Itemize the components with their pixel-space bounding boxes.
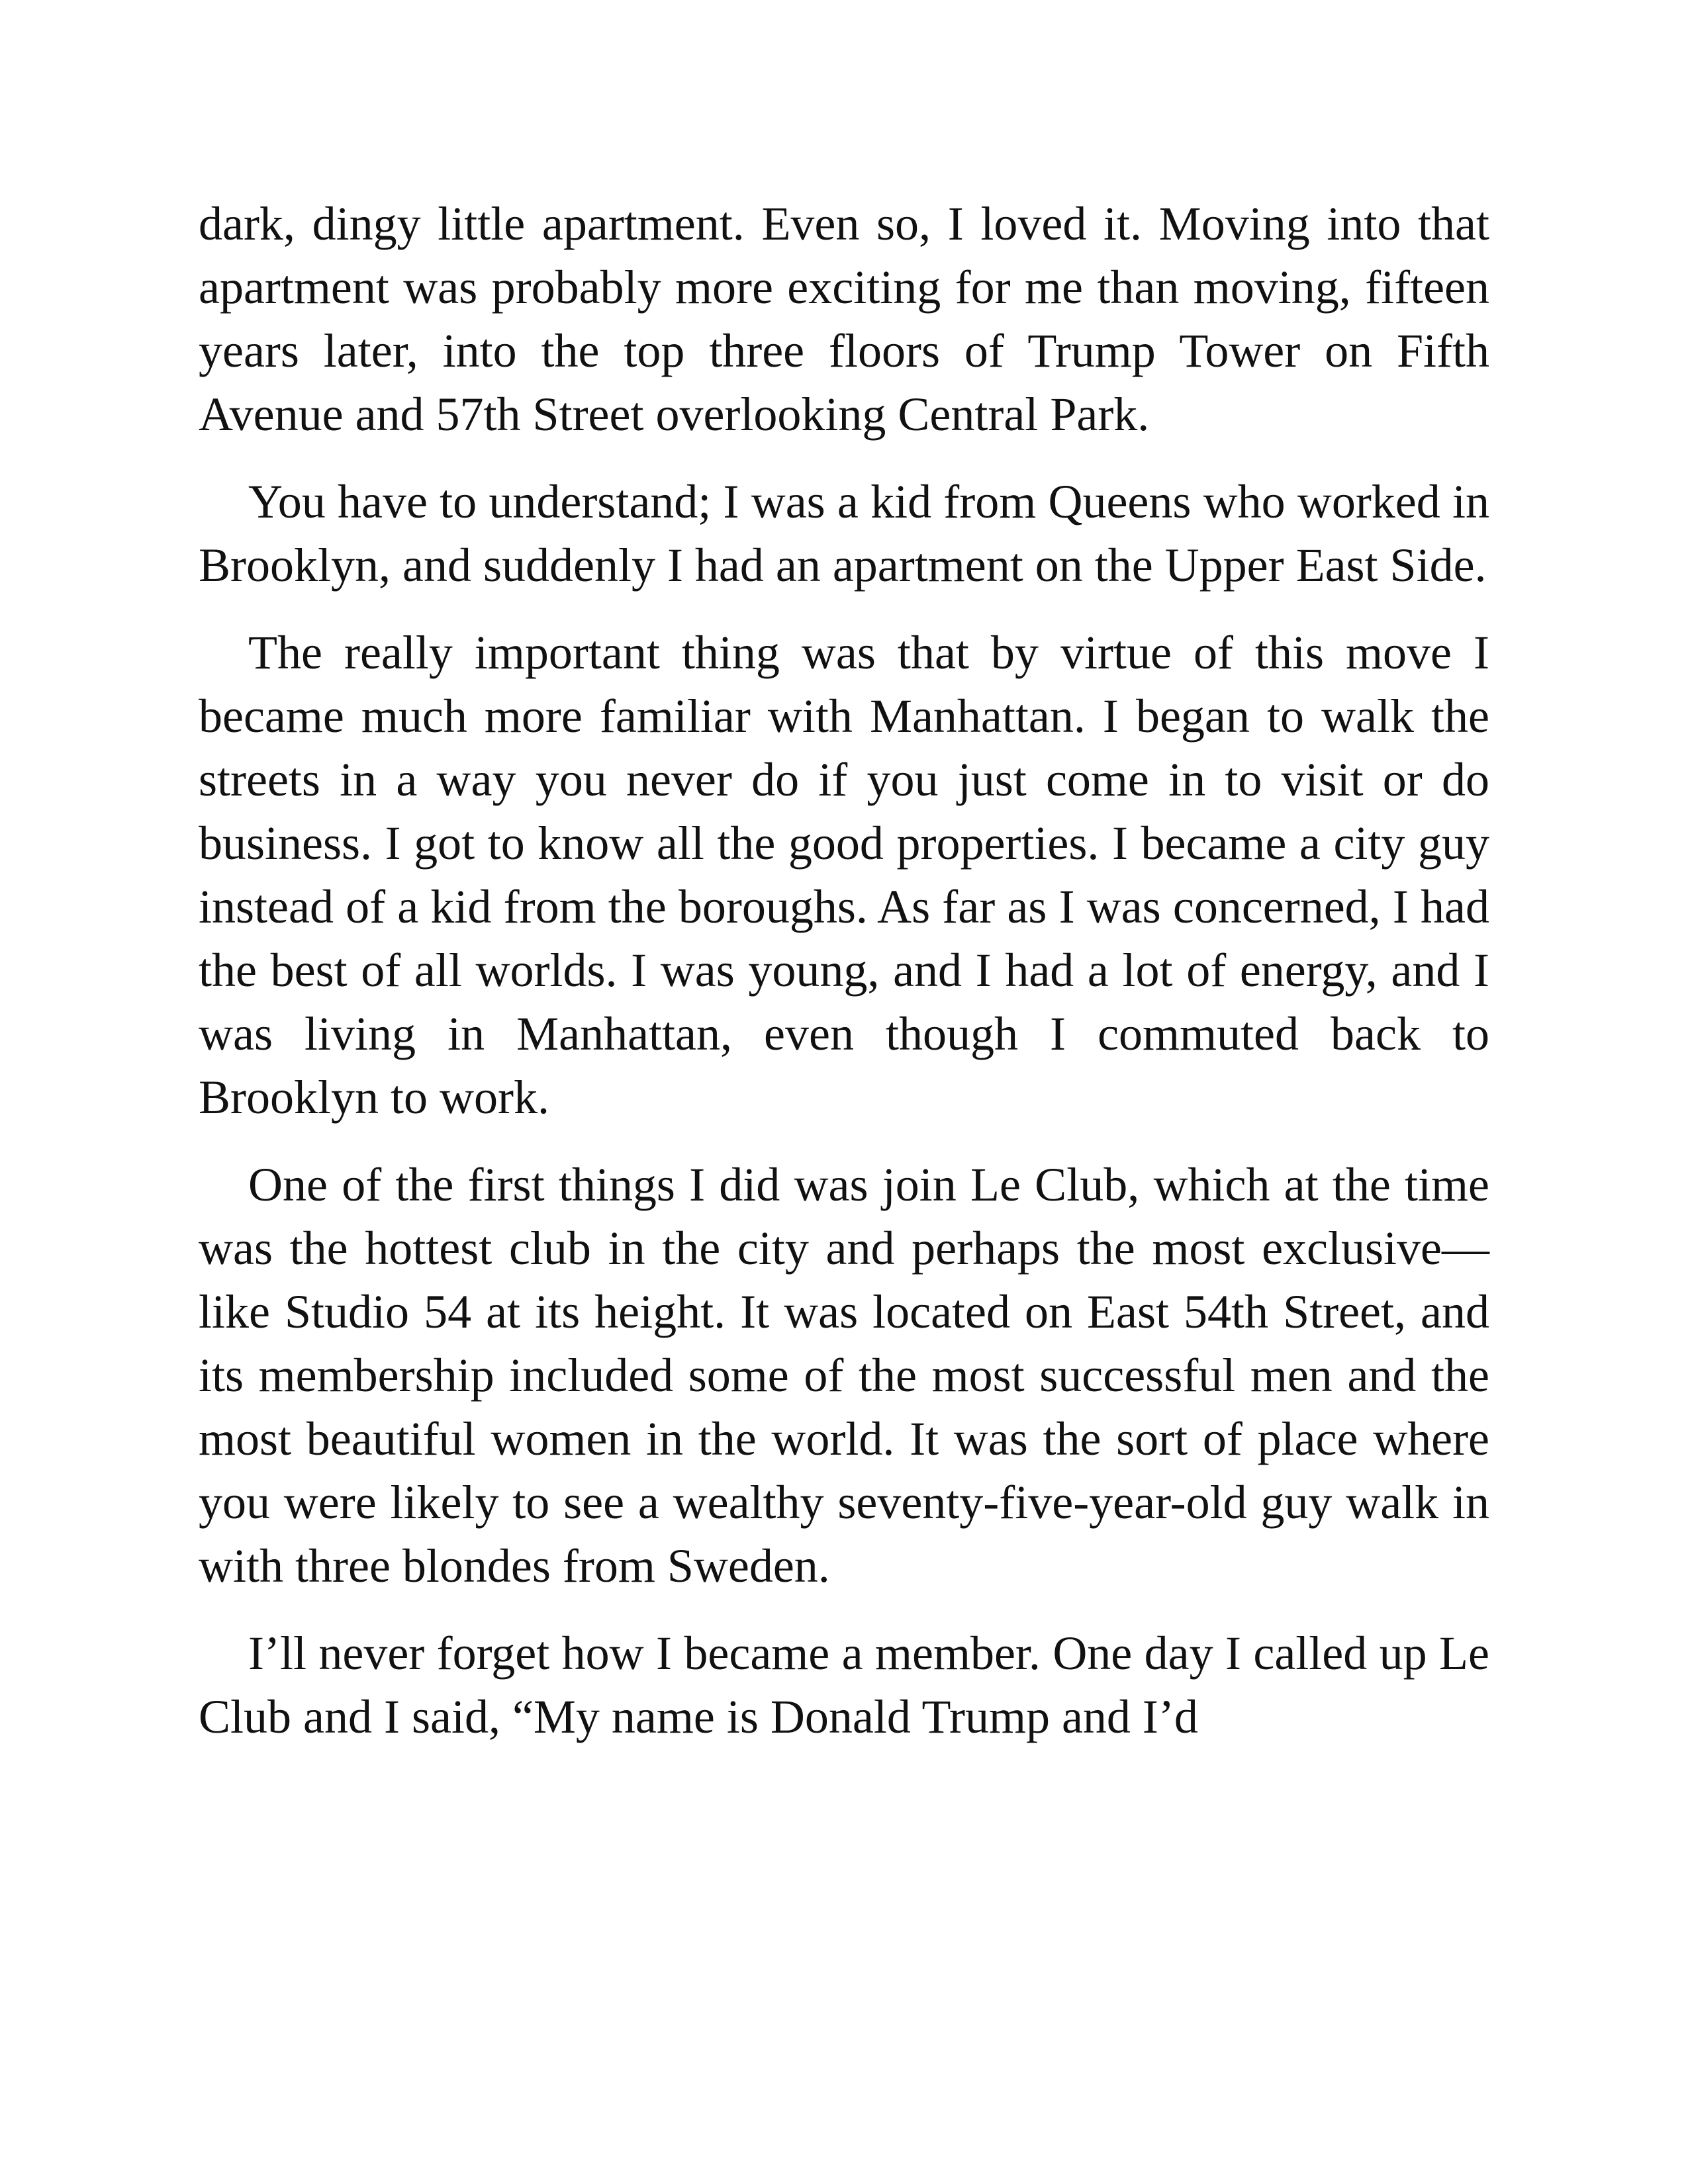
paragraph-5: I’ll never forget how I became a member. One day I called up Le Club and I said, “My name is Donald Trump and I’d [199,1627,1489,1743]
paragraph-1: dark, dingy little apartment. Even so, I loved it. Moving into that apartment was probably more exciting for me than moving, fifteen years later, into the top three floors of Trump Tower on Fifth Avenue and 57th Street overlooking Central Park. [199,197,1489,441]
paragraph-3: The really important thing was that by virtue of this move I became much more familiar with Manhattan. I began to walk the streets in a way you never do if you just come in to visit or do business. I got to know all the good properties. I became a city guy instead of a kid from the boroughs. As far as I was concerned, I had the best of all worlds. I was young, and I had a lot of energy, and I was living in Manhattan, even though I commuted back to Brooklyn to work. [199,626,1489,1124]
paragraph-4: One of the first things I did was join Le Club, which at the time was the hottest club in the city and perhaps the most exclusive—like Studio 54 at its height. It was located on East 54th Street, and its membership included some of the most successful men and the most beautiful women in the world. It was the sort of place where you were likely to see a wealthy seventy-five-year-old guy walk in with three blondes from Sweden. [199,1158,1489,1592]
paragraph-2: You have to understand; I was a kid from Queens who worked in Brooklyn, and suddenly I had an apartment on the Upper East Side. [199,475,1489,592]
body-text [199,192,1489,1772]
